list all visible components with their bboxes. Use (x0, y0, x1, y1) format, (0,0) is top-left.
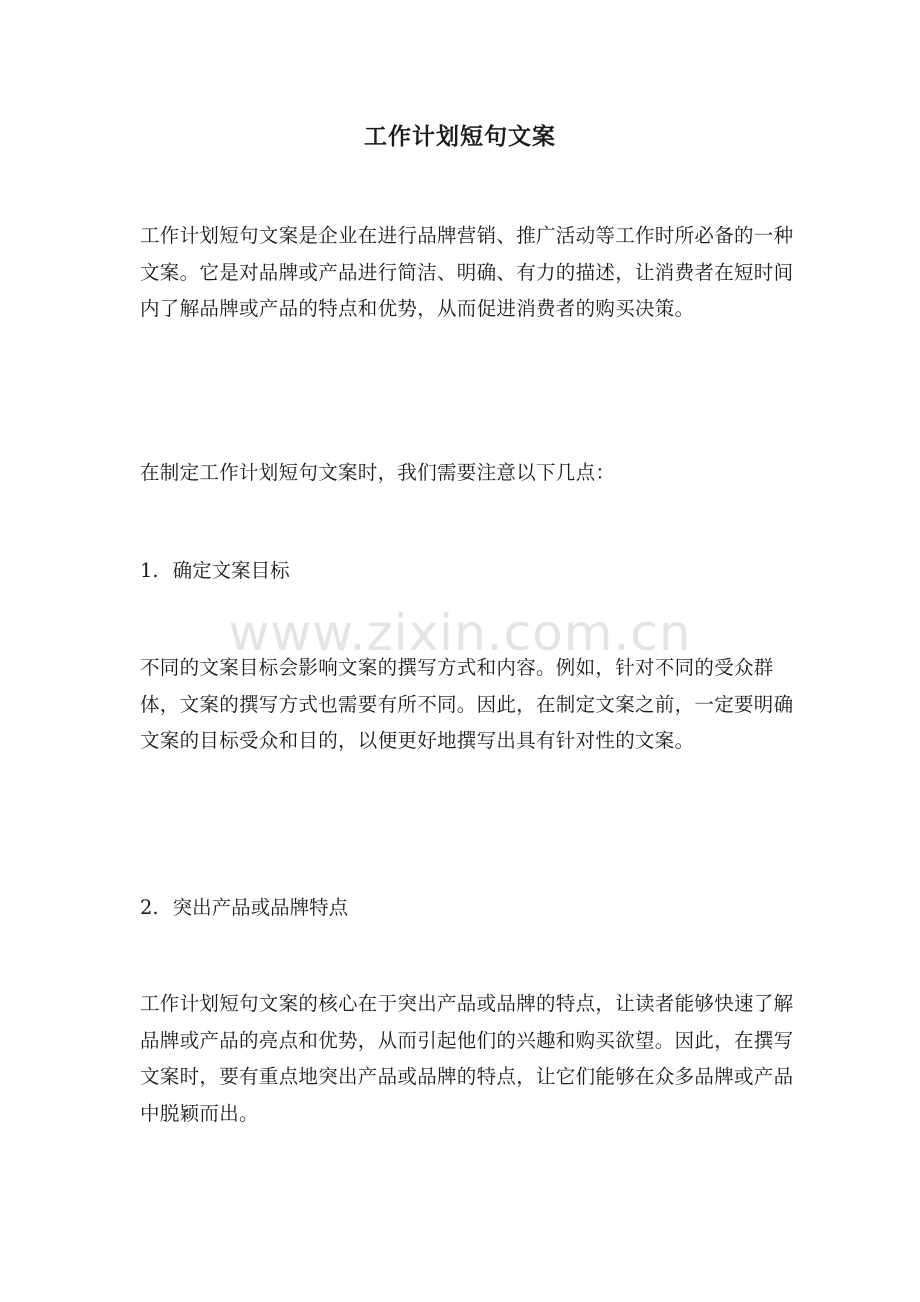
document-title: 工作计划短句文案 (364, 123, 556, 150)
section-1-body: 不同的文案目标会影响文案的撰写方式和内容。例如，针对不同的受众群体，文案的撰写方式也需要有所不同。因此，在制定文案之前，一定要明确文案的目标受众和目的，以便更好地撰写出具有针对性的文案。 (140, 656, 794, 752)
section-1-heading (140, 553, 808, 589)
watermark: www.zixin.com.cn (228, 604, 692, 662)
section-2-body: 工作计划短句文案的核心在于突出产品或品牌的特点，让读者能够快速了解品牌或产品的亮点和优势，从而引起他们的兴趣和购买欲望。因此，在撰写文案时，要有重点地突出产品或品牌的特点，让它们能够在众多品牌或产品中脱颖而出。 (140, 992, 794, 1125)
lead-paragraph: 在制定工作计划短句文案时，我们需要注意以下几点： (140, 461, 616, 484)
section-1-title: 确定文案目标 (172, 559, 290, 582)
intro-paragraph: 工作计划短句文案是企业在进行品牌营销、推广活动等工作时所必备的一种文案。它是对品牌或产品进行简洁、明确、有力的描述，让消费者在短时间内了解品牌或产品的特点和优势，从而促进消费者的购买决策。 (140, 224, 794, 320)
section-2-heading (140, 890, 808, 926)
section-2-title: 突出产品或品牌特点 (172, 896, 349, 919)
section-1-number: 1. (140, 559, 159, 582)
section-2-number: 2. (140, 896, 159, 919)
